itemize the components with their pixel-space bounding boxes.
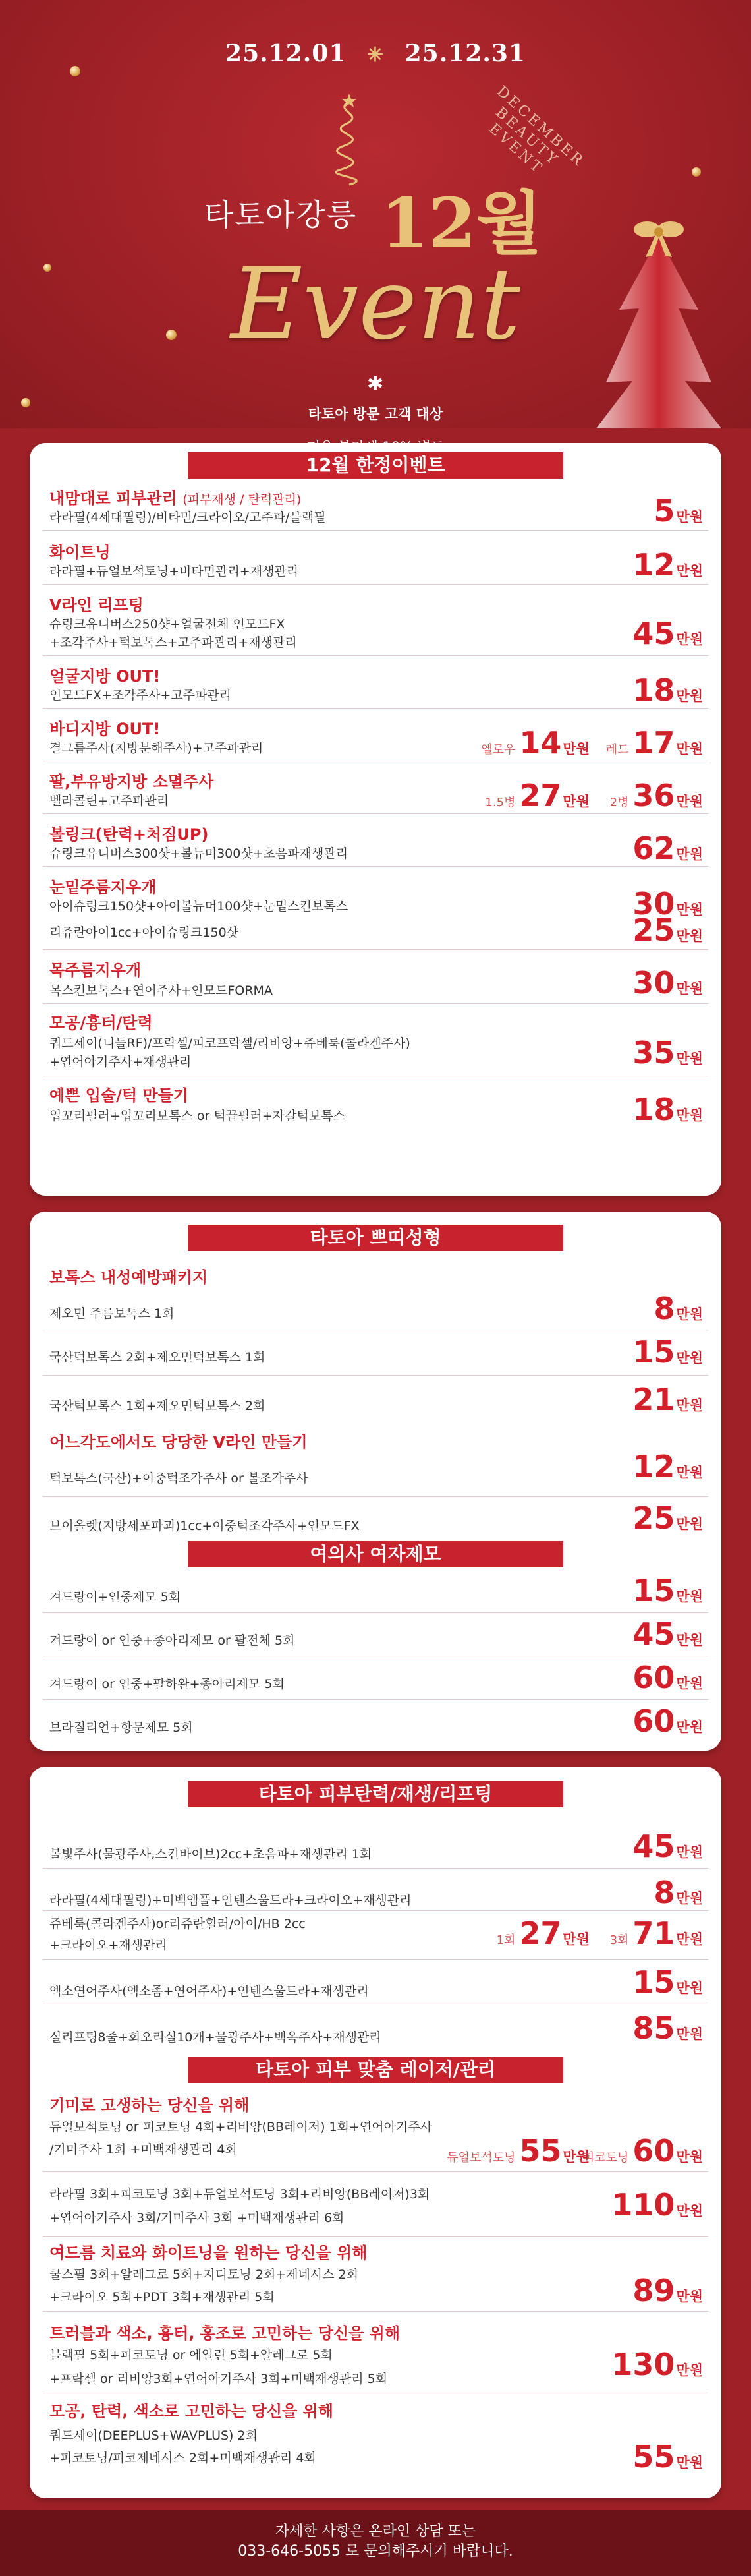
item-desc: 라라필 3회+피코토닝 3회+듀얼보석토닝 3회+리비앙(BB레이저)3회	[49, 2187, 430, 2202]
item-price: 35만원	[632, 1035, 703, 1070]
divider	[43, 655, 708, 656]
gold-ornament	[70, 66, 80, 76]
divider	[43, 813, 708, 814]
item-desc: +피코토닝/피코제네시스 2회+미백재생관리 4회	[49, 2451, 316, 2465]
item-title: 모공/흉터/탄력	[49, 1014, 153, 1032]
divider	[43, 866, 708, 867]
item-desc: +크라이오 5회+PDT 3회+재생관리 5회	[49, 2290, 275, 2304]
group-title: 여드름 치료와 화이트닝을 원하는 당신을 위해	[49, 2244, 368, 2262]
item-desc: 쿨스필 3회+알레그로 5회+지디토닝 2회+제네시스 2회	[49, 2268, 358, 2282]
item-desc: 입꼬리필러+입꼬리보톡스 or 턱끝필러+자갈턱보톡스	[49, 1109, 345, 1123]
item-desc: 결그름주사(지방분해주사)+고주파관리	[49, 741, 264, 755]
divider	[43, 584, 708, 585]
item-price-option: 듀얼보석토닝 55만원	[447, 2133, 590, 2169]
item-desc: 브이올렛(지방세포파괴)1cc+이중턱조각주사+인모드FX	[49, 1519, 360, 1533]
target-customers: 타토아 방문 고객 대상	[308, 406, 443, 422]
item-desc: +연어아기주사 3회/기미주사 3회 +미백재생관리 6회	[49, 2211, 345, 2225]
item-desc: 턱보톡스(국산)+이중턱조각주사 or 볼조각주사	[49, 1471, 308, 1486]
item-price-option: 피코토닝 60만원	[582, 2133, 703, 2169]
item-title: 내맘대로 피부관리 (피부재생 / 탄력관리)	[49, 489, 302, 508]
item-desc: 듀얼보석토닝 or 피코토닝 4회+리비앙(BB레이저) 1회+연어아기주사	[49, 2120, 433, 2134]
item-desc: 국산턱보톡스 2회+제오민턱보톡스 1회	[49, 1350, 265, 1364]
section-header: 여의사 여자제모	[188, 1541, 563, 1567]
item-price: 60만원	[632, 1703, 703, 1739]
section-header: 타토아 피부 맞춤 레이저/관리	[188, 2057, 563, 2083]
item-price: 130만원	[611, 2347, 703, 2382]
item-price: 18만원	[632, 1092, 703, 1127]
contact-footer	[0, 2510, 751, 2576]
item-title: 화이트닝	[49, 543, 111, 562]
item-desc: 라라필+듀얼보석토닝+비타민관리+재생관리	[49, 564, 299, 579]
item-desc: 벨라콜린+고주파관리	[49, 794, 169, 808]
item-desc: 쿼드세이(니들RF)/프락셀/피코프락셀/리비앙+쥬베룩(콜라겐주사)	[49, 1036, 410, 1051]
item-price: 62만원	[632, 831, 703, 866]
divider	[43, 1375, 708, 1376]
glass-christmas-tree-icon	[593, 211, 725, 435]
item-title: 예쁜 입술/턱 만들기	[49, 1086, 188, 1105]
item-desc: 슈링크유니버스300샷+볼뉴머300샷+초음파재생관리	[49, 846, 348, 861]
item-desc: +조각주사+턱보톡스+고주파관리+재생관리	[49, 635, 297, 650]
item-desc: 제오민 주름보톡스 1회	[49, 1306, 175, 1321]
divider	[43, 1910, 708, 1911]
item-desc: 라라필(4세대필링)/비타민/크라이오/고주파/블랙필	[49, 510, 326, 525]
item-title: V라인 리프팅	[49, 596, 144, 614]
item-desc: 국산턱보톡스 1회+제오민턱보톡스 2회	[49, 1399, 265, 1413]
section-header: 12월 한정이벤트	[188, 452, 563, 479]
item-price: 30만원	[632, 886, 703, 922]
item-desc: 목스킨보톡스+연어주사+인모드FORMA	[49, 983, 273, 998]
item-desc: 쥬베룩(콜라겐주사)or리쥬란힐러/아이/HB 2cc	[49, 1917, 306, 1931]
gold-ornament	[692, 167, 701, 177]
date-end: 25.12.31	[404, 40, 526, 67]
item-price: 110만원	[611, 2187, 703, 2223]
petit-card	[30, 1212, 721, 1751]
divider	[43, 1868, 708, 1869]
item-price: 8만원	[654, 1875, 703, 1910]
divider	[43, 1612, 708, 1613]
divider	[43, 530, 708, 531]
item-price-option: 1.5병 27만원	[485, 778, 590, 813]
item-desc: +크라이오+재생관리	[49, 1938, 167, 1952]
item-desc: 인모드FX+조각주사+고주파관리	[49, 688, 232, 703]
item-price: 30만원	[632, 965, 703, 1001]
section-header: 타토아 쁘띠성형	[188, 1225, 563, 1251]
item-desc: 브라질리언+항문제모 5회	[49, 1720, 193, 1735]
star-icon: ✳	[366, 44, 385, 67]
section-header: 타토아 피부탄력/재생/리프팅	[188, 1781, 563, 1807]
item-desc: 아이슈링크150샷+아이볼뉴머100샷+눈밑스킨보톡스	[49, 899, 348, 914]
item-desc: 라라필(4세대필링)+미백앰플+인텐스울트라+크라이오+재생관리	[49, 1893, 412, 1908]
event-dates	[0, 40, 751, 67]
event-month: 12월	[381, 183, 543, 264]
divider	[43, 949, 708, 950]
item-desc: 슈링크유니버스250샷+얼굴전체 인모드FX	[49, 617, 285, 631]
group-title: 기미로 고생하는 당신을 위해	[49, 2096, 250, 2115]
brand-name: 타토아강릉	[204, 197, 358, 233]
snowflake-icon: ✱	[367, 372, 384, 395]
item-title: 바디지방 OUT!	[49, 720, 161, 738]
divider	[43, 708, 708, 709]
item-price-option: 1회 27만원	[496, 1916, 590, 1951]
group-title: 보톡스 내성예방패키지	[49, 1268, 208, 1287]
item-desc: +연어아기주사+재생관리	[49, 1055, 192, 1069]
item-price: 45만원	[632, 616, 703, 651]
footer-phone[interactable]: 033-646-5055 로 문의해주시기 바랍니다.	[238, 2543, 513, 2560]
gold-ornament	[43, 264, 51, 272]
item-price: 15만원	[632, 1573, 703, 1608]
item-price: 12만원	[632, 1449, 703, 1484]
item-price: 15만원	[632, 1334, 703, 1370]
date-start: 25.12.01	[225, 40, 347, 67]
item-title: 목주름지우개	[49, 961, 142, 980]
group-title: 모공, 탄력, 색소로 고민하는 당신을 위해	[49, 2402, 333, 2420]
item-price: 60만원	[632, 1660, 703, 1695]
item-price: 18만원	[632, 672, 703, 708]
item-price-option: 레드 17만원	[605, 725, 703, 761]
item-price-option: 옐로우 14만원	[481, 725, 590, 761]
divider	[43, 1496, 708, 1497]
item-price: 15만원	[632, 1964, 703, 2000]
item-price: 25만원	[632, 912, 703, 948]
divider	[43, 1959, 708, 1960]
item-price: 89만원	[632, 2273, 703, 2308]
item-price: 55만원	[632, 2439, 703, 2474]
item-price: 5만원	[654, 493, 703, 529]
divider	[43, 2171, 708, 2172]
item-price: 45만원	[632, 1829, 703, 1864]
item-desc: +프락셀 or 리비앙3회+연어아기주사 3회+미백재생관리 5회	[49, 2372, 388, 2386]
christmas-tree-swirl-icon	[310, 92, 389, 191]
item-title: 팔,부유방지방 소멸주사	[49, 773, 214, 791]
item-desc: 엑소연어주사(엑소좀+연어주사)+인텐스울트라+재생관리	[49, 1984, 369, 1999]
hero-banner	[0, 0, 751, 428]
divider	[43, 1699, 708, 1700]
item-desc: 겨드랑이 or 인중+팔하완+종아리제모 5회	[49, 1677, 285, 1691]
item-desc: /기미주사 1회 +미백재생관리 4회	[49, 2142, 237, 2157]
divider	[43, 2236, 708, 2237]
item-desc: 겨드랑이 or 인중+종아리제모 or 팔전체 5회	[49, 1633, 295, 1648]
limited-event-card	[30, 443, 721, 1196]
item-title: 눈밑주름지우개	[49, 878, 157, 896]
item-price: 45만원	[632, 1616, 703, 1652]
item-price: 12만원	[632, 547, 703, 583]
item-title: 얼굴지방 OUT!	[49, 667, 161, 686]
arc-subtitle: DECEMBER BEAUTY EVENT	[486, 83, 588, 178]
event-title: Event	[231, 247, 520, 362]
skin-card	[30, 1767, 721, 2498]
item-desc: 실리프팅8줄+회오리실10개+물광주사+백옥주사+재생관리	[49, 2030, 381, 2045]
item-price: 21만원	[632, 1382, 703, 1417]
group-title: 어느각도에서도 당당한 V라인 만들기	[49, 1433, 308, 1451]
item-price-option: 2병 36만원	[609, 778, 703, 813]
item-price-option: 3회 71만원	[609, 1916, 703, 1951]
item-price: 25만원	[632, 1500, 703, 1536]
group-title: 트러블과 색소, 흉터, 홍조로 고민하는 당신을 위해	[49, 2324, 401, 2343]
item-desc: 블랙필 5회+피코토닝 or 에일린 5회+알레그로 5회	[49, 2348, 333, 2362]
divider	[43, 2311, 708, 2312]
item-desc: 겨드랑이+인중제모 5회	[49, 1590, 181, 1604]
item-price: 8만원	[654, 1291, 703, 1326]
divider	[43, 1003, 708, 1004]
item-desc: 쿼드세이(DEEPLUS+WAVPLUS) 2회	[49, 2428, 258, 2443]
item-desc: 볼빛주사(물광주사,스킨바이브)2cc+초음파+재생관리 1회	[49, 1847, 372, 1861]
gold-ornament	[166, 330, 177, 340]
item-desc: 리쥬란아이1cc+아이슈링크150샷	[49, 925, 239, 940]
item-price: 85만원	[632, 2010, 703, 2046]
footer-line: 자세한 사항은 온라인 상담 또는	[275, 2523, 476, 2540]
item-title: 볼링크(탄력+처짐UP)	[49, 825, 209, 844]
